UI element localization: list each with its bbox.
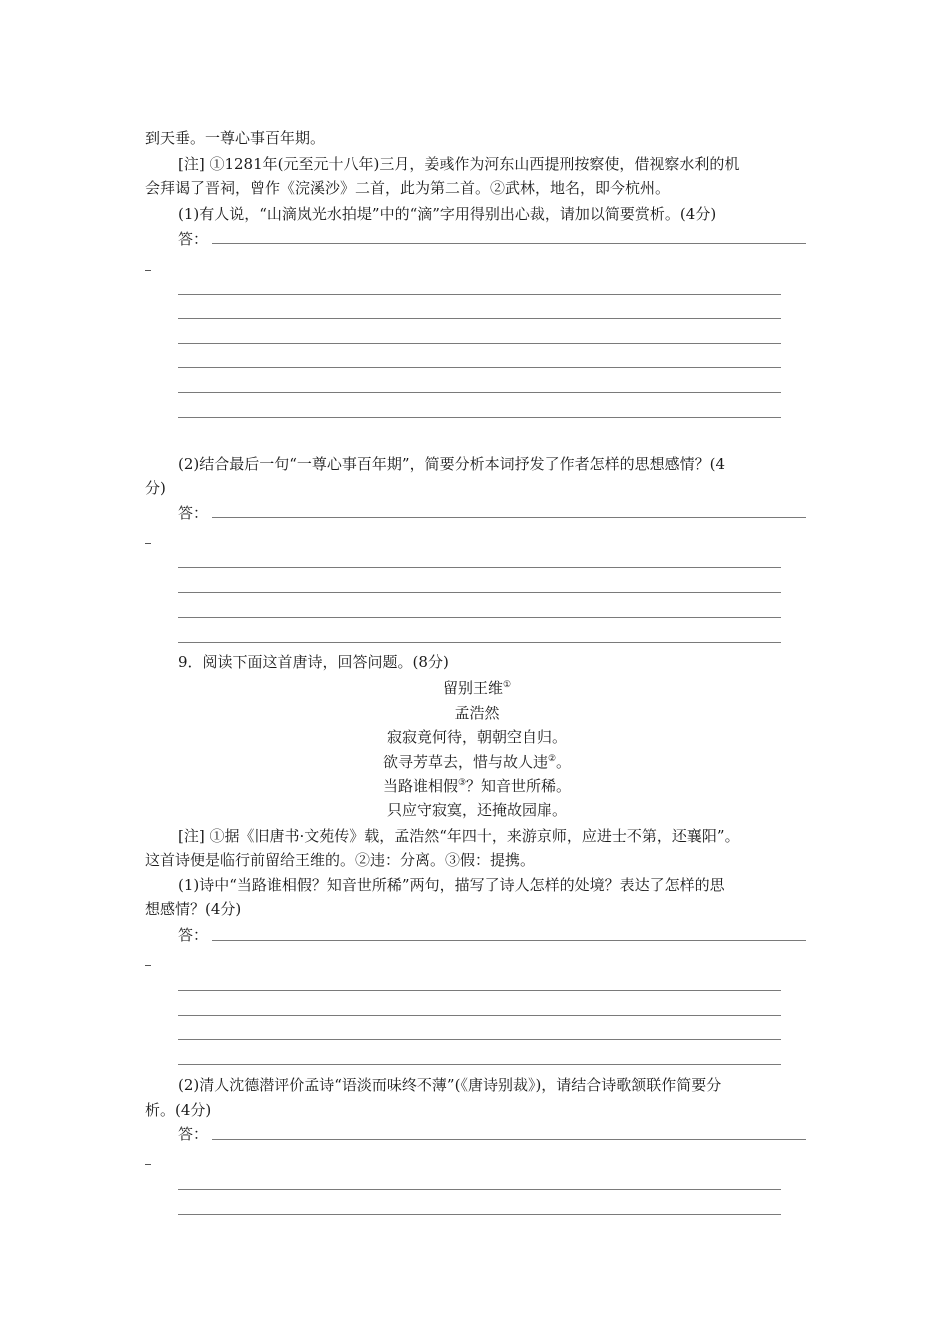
- answer-line[interactable]: [212, 243, 806, 244]
- answer-line[interactable]: [212, 517, 806, 518]
- footnote-mark: ①: [502, 680, 512, 690]
- q9-question-1-line-2: 想感情？(4分): [145, 900, 242, 918]
- poem-last-line: 到天垂。一尊心事百年期。: [145, 129, 326, 147]
- poem-line: 寂寂竟何待，朝朝空自归。: [386, 728, 567, 746]
- poem-title: 留别王维①: [442, 679, 512, 697]
- answer-label: 答：: [178, 1125, 209, 1143]
- answer-line[interactable]: [178, 1015, 781, 1016]
- answer-line[interactable]: [178, 1189, 781, 1190]
- answer-label: 答：: [178, 230, 209, 248]
- answer-line[interactable]: [178, 1064, 781, 1065]
- answer-line[interactable]: [178, 318, 781, 319]
- answer-line[interactable]: [178, 567, 781, 568]
- answer-line[interactable]: [212, 1139, 806, 1140]
- answer-line[interactable]: [178, 617, 781, 618]
- answer-line[interactable]: [178, 417, 781, 418]
- q9-question-2-line-1: (2)清人沈德潜评价孟诗“语淡而味终不薄”(《唐诗别裁》)，请结合诗歌颔联作简要分: [178, 1076, 722, 1094]
- answer-label: 答：: [178, 926, 209, 944]
- q9-question-2-line-2: 析。(4分): [145, 1101, 212, 1119]
- answer-line[interactable]: [178, 592, 781, 593]
- answer-line[interactable]: [178, 990, 781, 991]
- answer-line[interactable]: [178, 1214, 781, 1215]
- poem-line: 只应守寂寞，还掩故园扉。: [386, 801, 567, 819]
- poem-note-line-2: 会拜谒了晋祠，曾作《浣溪沙》二首，此为第二首。②武林，地名，即今杭州。: [145, 179, 671, 197]
- answer-line[interactable]: [212, 940, 806, 941]
- poem-note-line-1: [注] ①1281年(元至元十八年)三月，姜彧作为河东山西提刑按察使，借视察水利的机: [178, 155, 740, 173]
- answer-line[interactable]: [178, 642, 781, 643]
- q9-note-line-1: [注] ①据《旧唐书·文苑传》载，孟浩然“年四十，来游京师，应进士不第，还襄阳”。: [178, 827, 740, 845]
- answer-line[interactable]: [178, 294, 781, 295]
- question-9-heading: 9．阅读下面这首唐诗，回答问题。(8分): [178, 653, 449, 671]
- answer-line[interactable]: [178, 392, 781, 393]
- line-dash: [145, 965, 151, 966]
- answer-line[interactable]: [178, 1039, 781, 1040]
- line-dash: [145, 1164, 151, 1165]
- footnote-mark: ③: [457, 778, 467, 788]
- answer-line[interactable]: [178, 367, 781, 368]
- q9-note-line-2: 这首诗便是临行前留给王维的。②违：分离。③假：提携。: [145, 851, 536, 869]
- poem-line: 当路谁相假③？知音世所稀。: [382, 777, 572, 795]
- poem-author: 孟浩然: [454, 704, 500, 722]
- line-dash: [145, 270, 151, 271]
- line-dash: [145, 543, 151, 544]
- answer-label: 答：: [178, 504, 209, 522]
- poem-line: 欲寻芳草去，惜与故人违②。: [382, 753, 572, 771]
- footnote-mark: ②: [547, 754, 557, 764]
- q9-question-1-line-1: (1)诗中“当路谁相假？知音世所稀”两句，描写了诗人怎样的处境？表达了怎样的思: [178, 876, 725, 894]
- question-2-line-1: (2)结合最后一句“一尊心事百年期”，简要分析本词抒发了作者怎样的思想感情？(4: [178, 455, 725, 473]
- question-2-line-2: 分): [145, 479, 166, 497]
- question-1: (1)有人说，“山滴岚光水拍堤”中的“滴”字用得别出心裁，请加以简要赏析。(4分): [178, 205, 717, 223]
- answer-line[interactable]: [178, 343, 781, 344]
